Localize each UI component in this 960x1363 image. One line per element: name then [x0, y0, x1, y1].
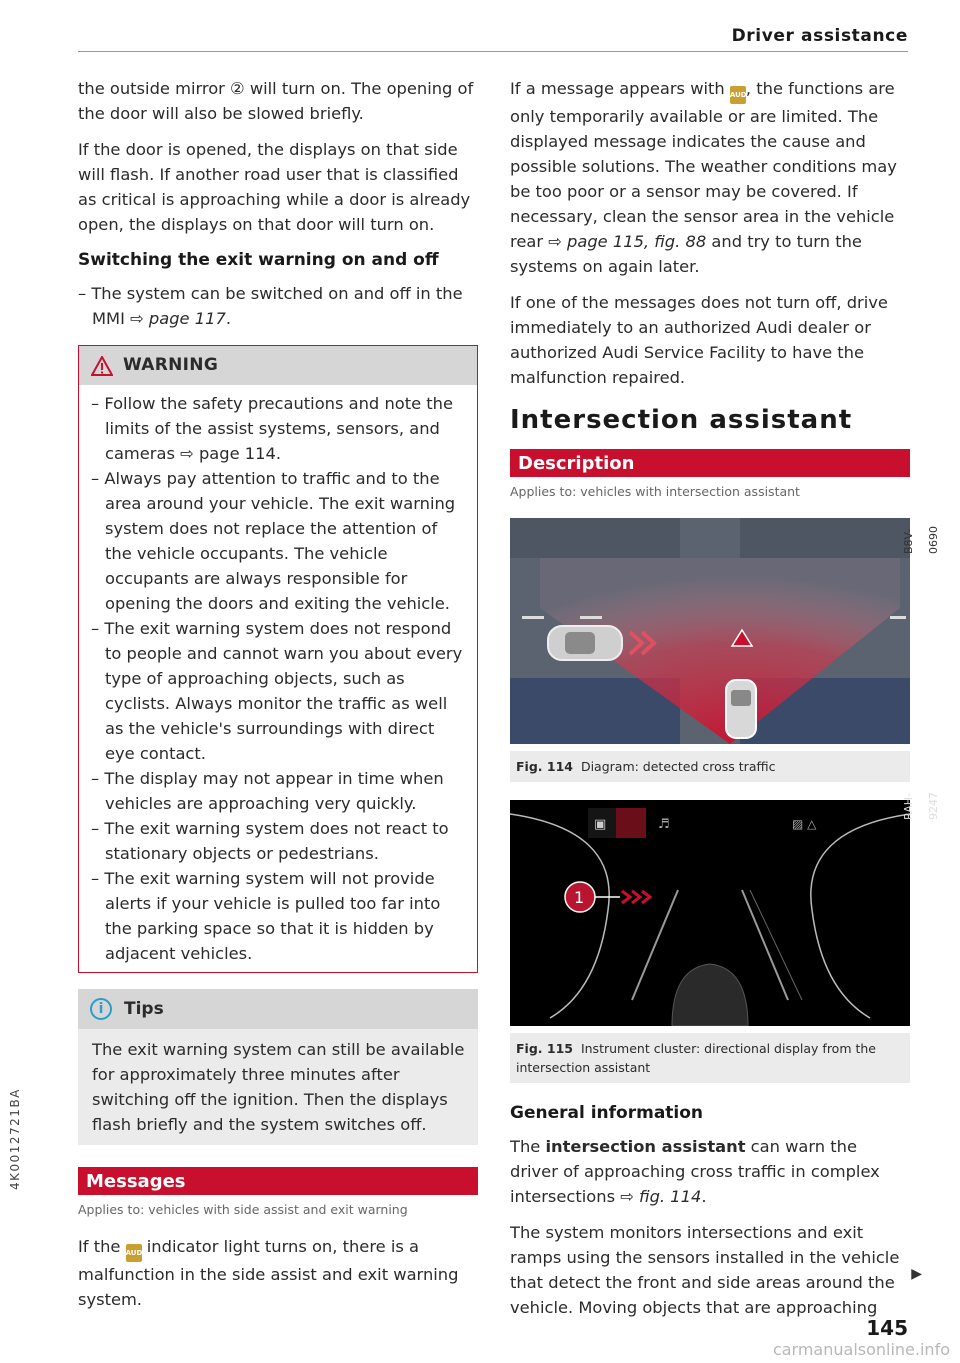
figure-caption-text: Diagram: detected cross traffic — [580, 759, 776, 774]
text-run: . — [701, 1187, 707, 1206]
paragraph: the outside mirror ② will turn on. The opening of the door will also be slowed briefly. — [78, 79, 474, 123]
svg-text:▨ △: ▨ △ — [792, 817, 817, 831]
figure-code: RAH-9247 — [902, 792, 940, 820]
applies-note: Applies to: vehicles with intersection assistant — [510, 484, 800, 499]
figure-caption — [510, 1033, 910, 1083]
messages-heading: Messages — [78, 1167, 478, 1195]
warning-body — [79, 385, 477, 972]
text-run: If the — [78, 1237, 126, 1256]
watermark: carmanualsonline.info — [772, 1340, 950, 1359]
figure-ref-link[interactable]: ⇨ fig. 114 — [620, 1187, 702, 1206]
tips-text: The exit warning system can still be available for approximately three minutes after switching off the ignition. Then the displays flash briefly and the system switches off. — [92, 1040, 465, 1134]
document-code: 4K0012721BA — [8, 1088, 22, 1190]
warning-item: – The exit warning system does not respond to people and cannot warn you about every type of approaching objects, such as cyclists. Always monitor the traffic as well as the vehicle's surroundings with direct eye contact. — [91, 619, 463, 763]
section-title: Intersection assistant — [510, 405, 853, 435]
side-assist-indicator-icon: AUDI — [730, 86, 746, 104]
warning-triangle-icon — [91, 356, 113, 376]
warning-item: – Follow the safety precautions and note the limits of the assist systems, sensors, and cameras ⇨ page 114. — [91, 394, 454, 463]
figure-label: Fig. 114 — [516, 759, 573, 774]
instrument-cluster-display — [510, 800, 910, 1026]
term: intersection assistant — [545, 1137, 746, 1156]
continue-arrow-icon: ▶ — [911, 1266, 922, 1282]
text-run: indicator light turns on, there is a malfunction in the side assist and exit warning system. — [78, 1237, 459, 1309]
description-heading: Description — [510, 449, 910, 477]
tips-box — [78, 989, 478, 1145]
warning-item: – The exit warning system does not react to stationary objects or pedestrians. — [91, 819, 449, 863]
figure-code: B8V-0690 — [902, 526, 940, 554]
paragraph: If the door is opened, the displays on that side will flash. If another road user that is classified as critical is approaching while a door is already open, the displays on that door will turn on. — [78, 140, 471, 234]
text-run: and try to turn the systems on again later. — [510, 232, 862, 276]
section-heading: General information — [510, 1103, 704, 1123]
svg-text:♬: ♬ — [658, 817, 670, 832]
figure-caption — [510, 751, 910, 782]
info-icon: i — [90, 998, 112, 1020]
warning-title: WARNING — [123, 355, 219, 375]
applies-note: Applies to: vehicles with side assist and exit warning — [78, 1202, 408, 1217]
list-item — [78, 281, 478, 331]
figure-caption-text: Instrument cluster: directional display from the intersection assistant — [516, 1041, 876, 1075]
text-run: can warn the driver of approaching cross traffic in complex intersections — [510, 1137, 880, 1206]
figure-label: Fig. 115 — [516, 1041, 573, 1056]
text-run: , the functions are only temporarily available or are limited. The displayed message indicates the cause and possible solutions. The weather conditions may be too poor or a sensor may be covered. If necessary, clean the sensor area in the vehicle rear — [510, 79, 897, 251]
left-column — [78, 76, 478, 1323]
warning-item: – The exit warning system will not provide alerts if your vehicle is pulled too far into the parking space so that it is hidden by adjacent vehicles. — [91, 869, 441, 963]
tips-header — [78, 989, 478, 1029]
section-heading: Switching the exit warning on and off — [78, 250, 439, 270]
cross-traffic-diagram — [510, 518, 910, 744]
text-run: If a message appears with — [510, 79, 730, 98]
right-column — [510, 76, 940, 1331]
paragraph — [510, 1134, 910, 1209]
header-rule — [78, 51, 908, 52]
paragraph: The system monitors intersections and exit ramps using the sensors installed in the vehicle that detect the front and side areas around the vehicle. Moving objects that are approaching — [510, 1223, 900, 1317]
punct: . — [225, 309, 231, 328]
paragraph — [510, 76, 910, 279]
warning-header — [79, 346, 477, 385]
tips-title: Tips — [124, 998, 164, 1019]
figure-115 — [510, 800, 910, 1083]
list-item-text: – The system can be switched on and off in the MMI — [78, 284, 463, 328]
text-run: The — [510, 1137, 546, 1156]
warning-item: – Always pay attention to traffic and to the area around your vehicle. The exit warning system does not replace the attention of the vehicle occupants. The vehicle occupants are always responsible for opening the doors and exiting the vehicle. — [91, 469, 456, 613]
figure-114 — [510, 518, 910, 782]
paragraph — [78, 1234, 478, 1312]
page-number: 145 — [866, 1316, 908, 1340]
page-ref-link[interactable]: ⇨ page 115, fig. 88 — [548, 232, 707, 251]
warning-item: – The display may not appear in time when vehicles are approaching very quickly. — [91, 769, 444, 813]
svg-text:▣: ▣ — [594, 817, 607, 832]
callout-1: 1 — [574, 888, 585, 907]
page-ref-link[interactable]: ⇨ page 117 — [130, 309, 226, 328]
running-header: Driver assistance — [731, 26, 908, 46]
paragraph: If one of the messages does not turn off, drive immediately to an authorized Audi dealer or authorized Audi Service Facility to have the malfunction repaired. — [510, 293, 888, 387]
warning-box — [78, 345, 478, 973]
side-assist-indicator-icon: AUDI — [126, 1244, 142, 1262]
